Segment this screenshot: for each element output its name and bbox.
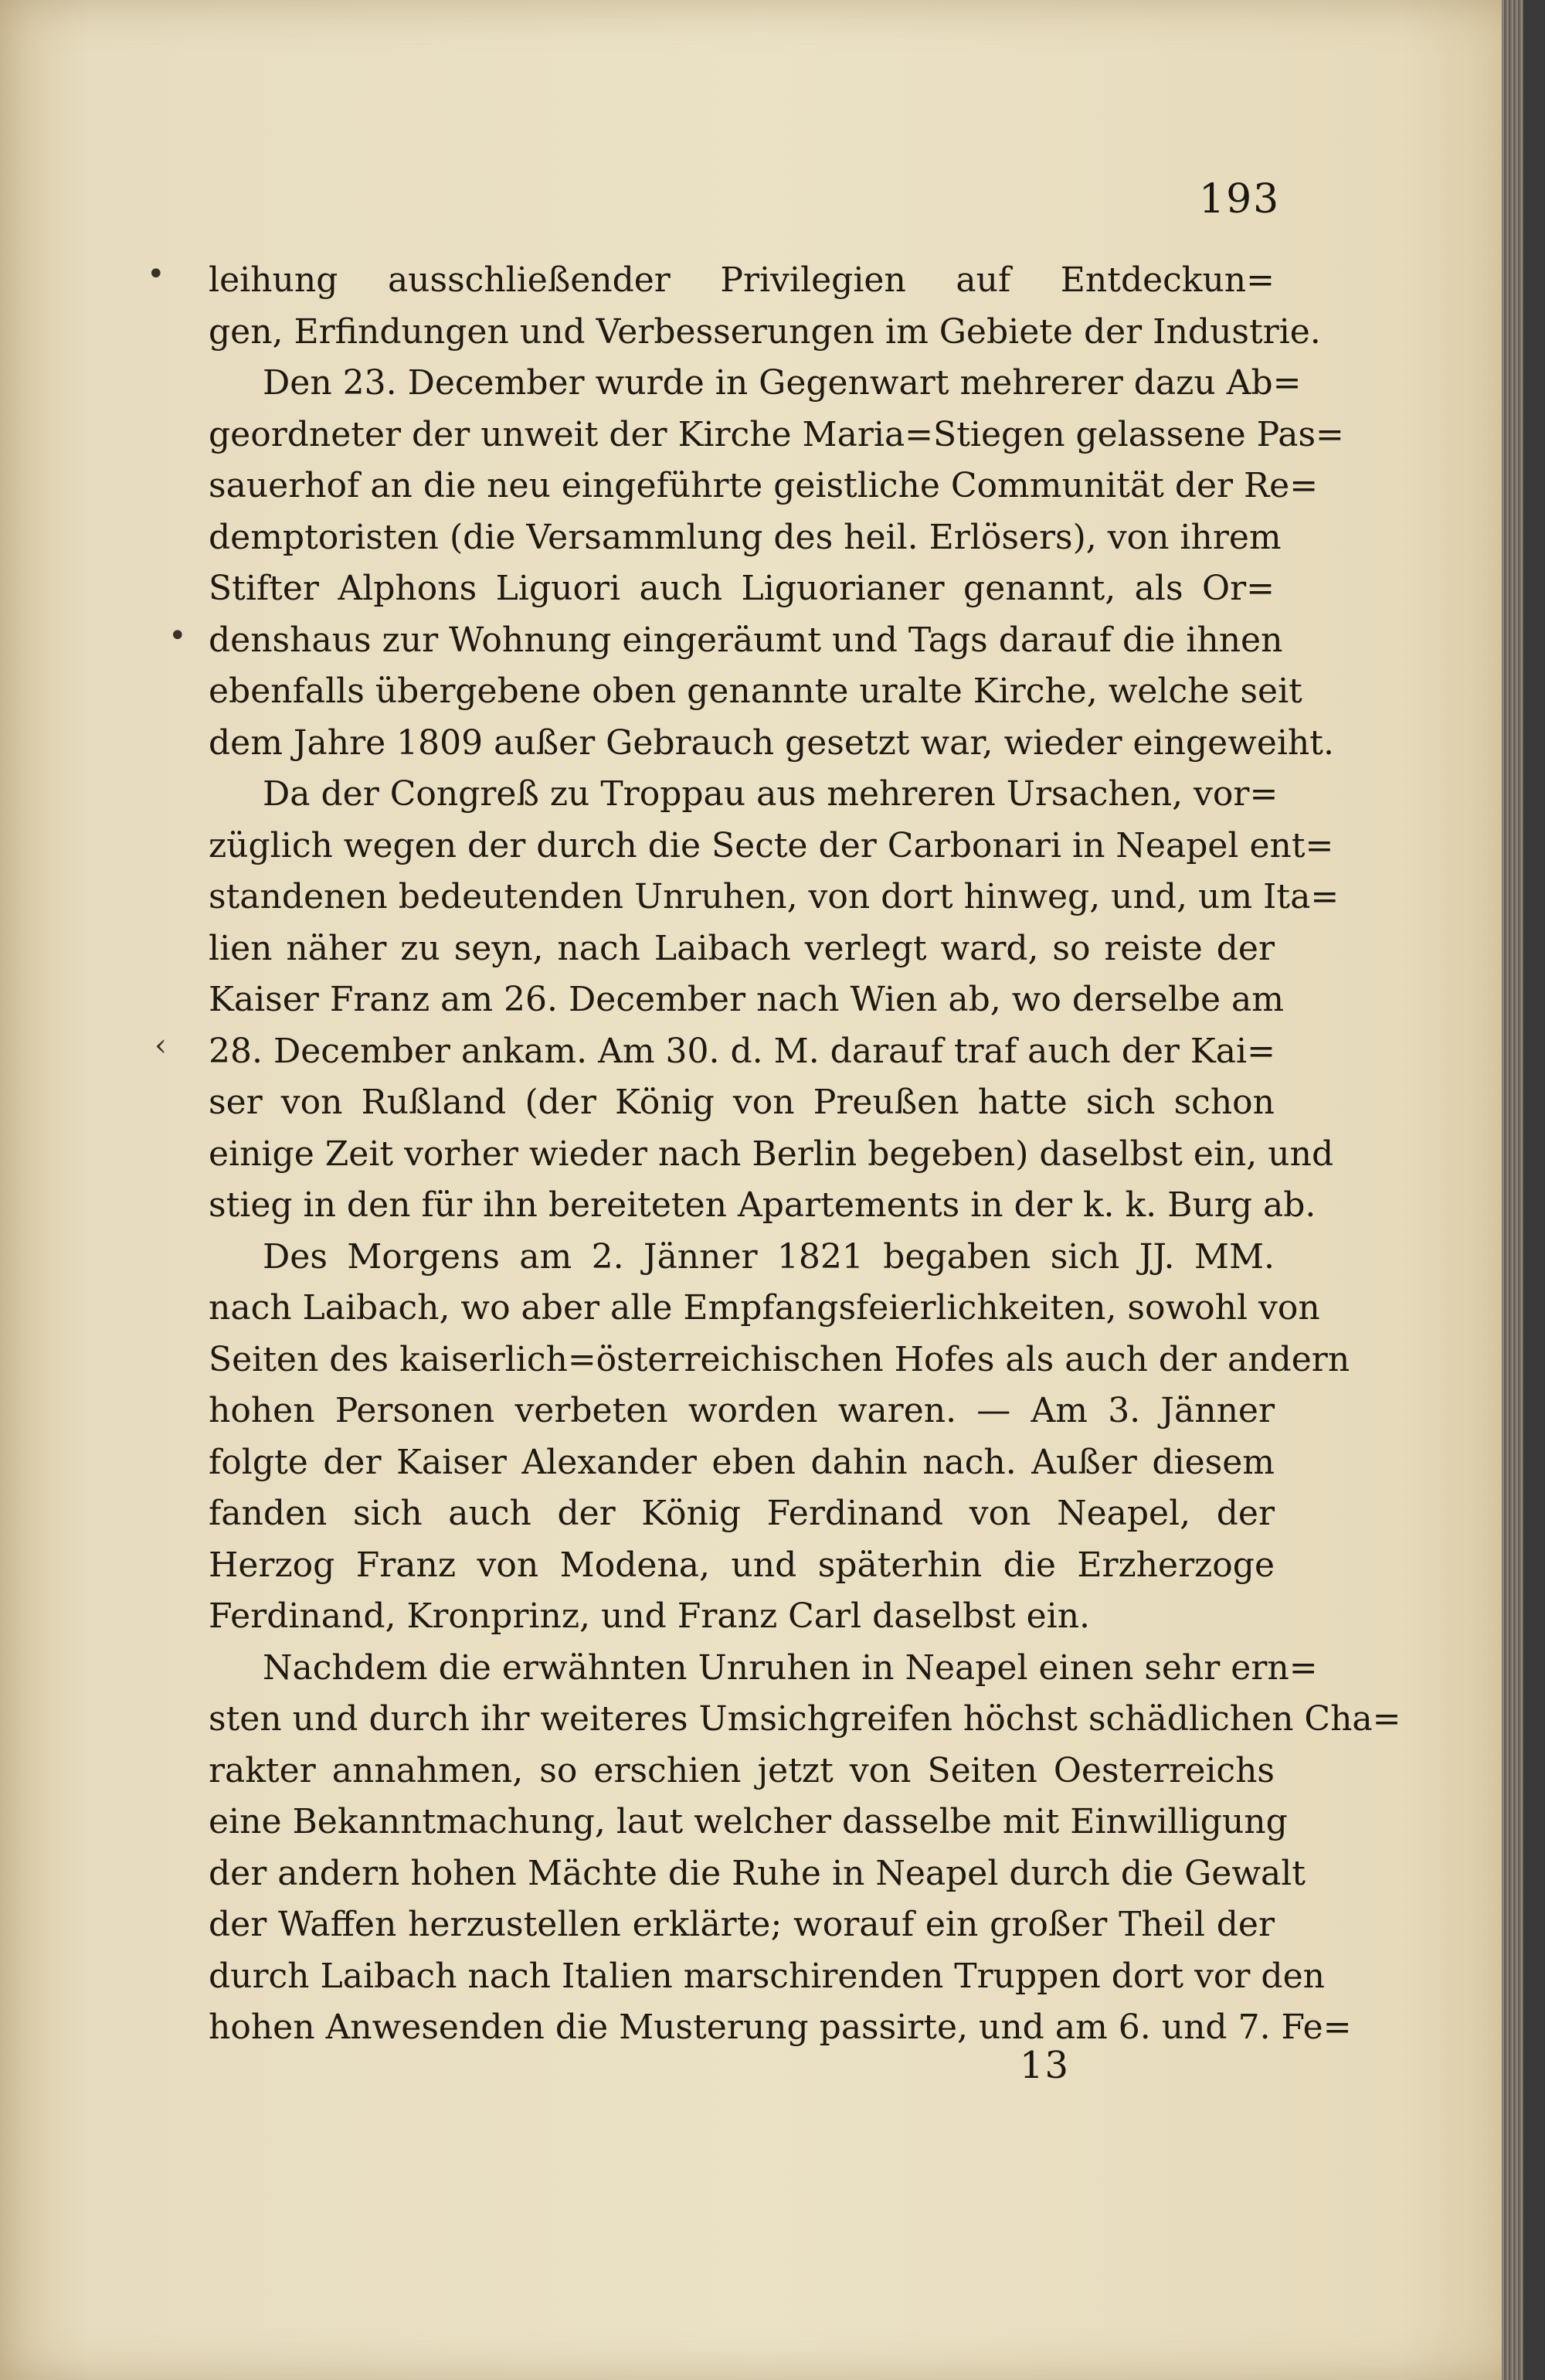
text-line: Da der Congreß zu Troppau aus mehreren Ursachen, vor= — [263, 774, 1278, 814]
text-line: gen, Erfindungen und Verbesserungen im Gebiete der Industrie. — [209, 311, 1321, 352]
margin-mark: • — [168, 618, 187, 654]
text-line: Kaiser Franz am 26. December nach Wien ab, wo derselbe am — [209, 980, 1284, 1019]
text-line: Seiten des kaiserlich=österreichischen Hofes als auch der andern — [209, 1339, 1350, 1379]
text-line: hohen Anwesenden die Musterung passirte, und am 6. und 7. Fe= — [209, 2008, 1352, 2047]
text-line: nach Laibach, wo aber alle Empfangsfeierlichkeiten, sowohl von — [209, 1288, 1320, 1328]
text-line: Herzog Franz von Modena, und späterhin die Erzherzoge — [209, 1545, 1275, 1585]
margin-mark: • — [147, 257, 165, 292]
text-line: demptoristen (die Versammlung des heil. Erlösers), von ihrem — [209, 517, 1282, 557]
text-line: hohen Personen verbeten worden waren. — Am 3. Jänner — [209, 1391, 1275, 1430]
text-line: durch Laibach nach Italien marschirenden Truppen dort vor den — [209, 1956, 1325, 1996]
text-line: Nachdem die erwähnten Unruhen in Neapel einen sehr ern= — [263, 1647, 1318, 1688]
text-line: geordneter der unweit der Kirche Maria=Stiegen gelassene Pas= — [209, 414, 1344, 454]
text-line: 28. December ankam. Am 30. d. M. darauf traf auch der Kai= — [209, 1031, 1275, 1071]
text-line: Ferdinand, Kronprinz, und Franz Carl daselbst ein. — [209, 1596, 1091, 1636]
text-line: sten und durch ihr weiteres Umsichgreifen höchst schädlichen Cha= — [209, 1699, 1401, 1739]
text-line: einige Zeit vorher wieder nach Berlin begeben) daselbst ein, und — [209, 1134, 1334, 1174]
page-edge — [1502, 0, 1523, 2380]
text-line: eine Bekanntmachung, laut welcher dasselbe mit Einwilligung — [209, 1802, 1288, 1841]
text-line: leihung ausschließender Privilegien auf Entdeckun= — [209, 260, 1275, 300]
text-line: rakter annahmen, so erschien jetzt von Seiten Oesterreichs — [209, 1750, 1275, 1790]
page-number: 193 — [1199, 176, 1281, 223]
body-text — [209, 255, 1401, 2054]
text-line: dem Jahre 1809 außer Gebrauch gesetzt war, wieder eingeweiht. — [209, 722, 1334, 763]
text-line: lien näher zu seyn, nach Laibach verlegt ward, so reiste der — [209, 928, 1275, 968]
text-line: züglich wegen der durch die Secte der Carbonari in Neapel ent= — [209, 825, 1334, 865]
text-line: der andern hohen Mächte die Ruhe in Neapel durch die Gewalt — [209, 1853, 1306, 1893]
text-line: denshaus zur Wohnung eingeräumt und Tags darauf die ihnen — [209, 620, 1283, 660]
text-line: fanden sich auch der König Ferdinand von Neapel, der — [209, 1494, 1275, 1533]
text-line: standenen bedeutenden Unruhen, von dort hinweg, und, um Ita= — [209, 877, 1340, 916]
text-line: ser von Rußland (der König von Preußen hatte sich schon — [209, 1083, 1275, 1122]
text-line: Des Morgens am 2. Jänner 1821 begaben sich JJ. MM. — [263, 1236, 1275, 1277]
text-line: Den 23. December wurde in Gegenwart mehrerer dazu Ab= — [263, 363, 1302, 403]
text-line: ebenfalls übergebene oben genannte uralte Kirche, welche seit — [209, 672, 1302, 711]
signature-mark: 13 — [1020, 2044, 1071, 2087]
text-line: folgte der Kaiser Alexander eben dahin nach. Außer diesem — [209, 1442, 1275, 1482]
margin-mark: ‹ — [154, 1028, 167, 1063]
text-line: sauerhof an die neu eingeführte geistliche Communität der Re= — [209, 466, 1319, 505]
text-line: stieg in den für ihn bereiteten Apartements in der k. k. Burg ab. — [209, 1185, 1316, 1225]
text-line: der Waffen herzustellen erklärte; worauf ein großer Theil der — [209, 1905, 1275, 1944]
text-line: Stifter Alphons Liguori auch Liguorianer genannt, als Or= — [209, 569, 1275, 608]
